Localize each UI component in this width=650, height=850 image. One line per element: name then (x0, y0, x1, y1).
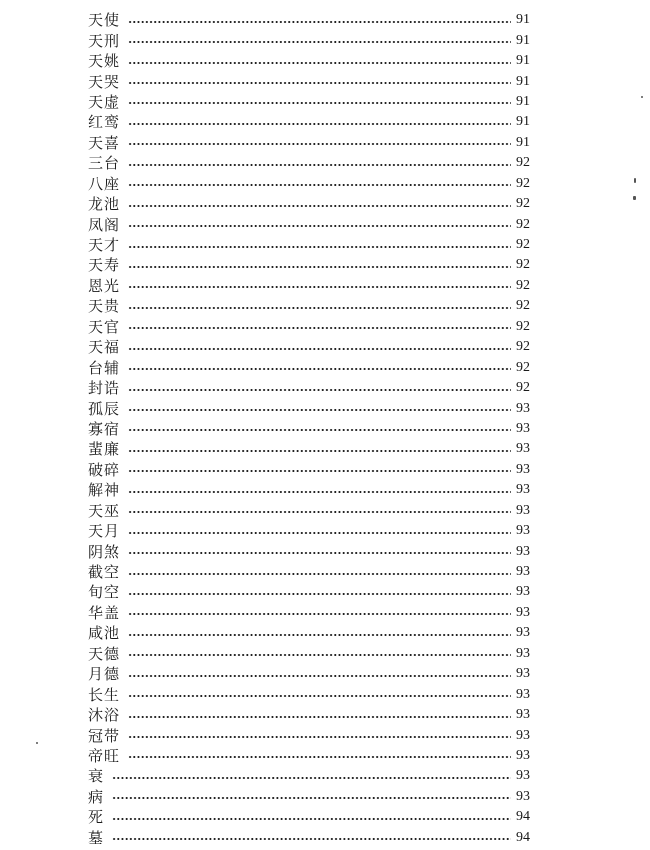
toc-entry (88, 623, 530, 643)
toc-entry (88, 460, 530, 480)
dot-leader (128, 654, 511, 656)
dot-leader (128, 613, 511, 615)
toc-entry-page-number: 94 (516, 829, 530, 845)
toc-entry (88, 705, 530, 725)
dot-leader (128, 348, 511, 350)
toc-entry-page-number: 92 (516, 257, 530, 273)
toc-entry (88, 194, 530, 214)
dot-leader (128, 246, 511, 248)
dot-leader (128, 102, 511, 104)
toc-entry-label: 旬空 (88, 583, 121, 602)
toc-entry-page-number: 92 (516, 175, 530, 191)
toc-entry (88, 766, 530, 786)
toc-entry-label: 冠带 (88, 726, 121, 745)
scan-speck (634, 178, 636, 183)
toc-entry-page-number: 94 (516, 809, 530, 825)
toc-entry-page-number: 93 (516, 584, 530, 600)
toc-entry-page-number: 92 (516, 216, 530, 232)
dot-leader (128, 62, 511, 64)
toc-entry-page-number: 93 (516, 523, 530, 539)
dot-leader (128, 634, 511, 636)
toc-entry-label: 天才 (88, 236, 121, 255)
dot-leader (128, 307, 511, 309)
toc-entry (88, 255, 530, 275)
toc-entry-label: 天使 (88, 11, 121, 30)
toc-entry-label: 阴煞 (88, 542, 121, 561)
dot-leader (128, 143, 511, 145)
toc-entry-label: 天虚 (88, 92, 121, 111)
dot-leader (112, 838, 511, 840)
toc-entry-label: 天福 (88, 338, 121, 357)
dot-leader (128, 491, 511, 493)
toc-entry (88, 807, 530, 827)
toc-entry (88, 317, 530, 337)
toc-entry (88, 174, 530, 194)
toc-entry (88, 787, 530, 807)
dot-leader (128, 123, 511, 125)
toc-entry-label: 解神 (88, 481, 121, 500)
toc-entry (88, 235, 530, 255)
toc-entry-page-number: 91 (516, 12, 530, 28)
toc-entry-page-number: 92 (516, 339, 530, 355)
toc-entry (88, 439, 530, 459)
toc-entry (88, 378, 530, 398)
scan-speck (633, 196, 636, 200)
toc-entry (88, 582, 530, 602)
toc-entry (88, 541, 530, 561)
toc-entry-label: 天哭 (88, 72, 121, 91)
toc-entry (88, 684, 530, 704)
toc-entry-page-number: 93 (516, 666, 530, 682)
toc-entry-page-number: 93 (516, 707, 530, 723)
toc-entry-label: 天巫 (88, 501, 121, 520)
dot-leader (128, 82, 511, 84)
toc-entry-label: 天刑 (88, 31, 121, 50)
toc-entry-label: 墓 (88, 828, 105, 847)
toc-entry-label: 衰 (88, 767, 105, 786)
toc-entry-page-number: 91 (516, 93, 530, 109)
toc-entry-page-number: 93 (516, 441, 530, 457)
dot-leader (128, 205, 511, 207)
dot-leader (128, 695, 511, 697)
toc-entry (88, 276, 530, 296)
dot-leader (128, 409, 511, 411)
toc-entry-page-number: 93 (516, 400, 530, 416)
dot-leader (128, 675, 511, 677)
toc-entry-label: 龙池 (88, 195, 121, 214)
toc-entry (88, 153, 530, 173)
toc-entry-label: 天月 (88, 522, 121, 541)
toc-entry-page-number: 93 (516, 564, 530, 580)
toc-entry-page-number: 93 (516, 502, 530, 518)
toc-entry-page-number: 92 (516, 380, 530, 396)
toc-entry (88, 746, 530, 766)
toc-entry-label: 沐浴 (88, 706, 121, 725)
toc-entry-label: 封诰 (88, 379, 121, 398)
toc-entry (88, 480, 530, 500)
toc-entry-page-number: 93 (516, 420, 530, 436)
toc-entry (88, 112, 530, 132)
toc-entry (88, 398, 530, 418)
toc-entry-label: 凤阁 (88, 215, 121, 234)
toc-entry-page-number: 92 (516, 155, 530, 171)
toc-entry-label: 长生 (88, 685, 121, 704)
toc-entry-page-number: 92 (516, 318, 530, 334)
toc-entry-page-number: 91 (516, 53, 530, 69)
toc-entry-label: 孤辰 (88, 399, 121, 418)
toc-entry (88, 30, 530, 50)
toc-entry-label: 病 (88, 787, 105, 806)
dot-leader (128, 756, 511, 758)
toc-entry (88, 337, 530, 357)
dot-leader (128, 552, 511, 554)
dot-leader (128, 429, 511, 431)
dot-leader (128, 450, 511, 452)
toc-entry-label: 天寿 (88, 256, 121, 275)
dot-leader (128, 368, 511, 370)
toc-entry-page-number: 91 (516, 134, 530, 150)
dot-leader (128, 511, 511, 513)
toc-entry (88, 562, 530, 582)
dot-leader (128, 41, 511, 43)
toc-entry (88, 725, 530, 745)
toc-entry-label: 红鸾 (88, 113, 121, 132)
toc-entry-page-number: 93 (516, 645, 530, 661)
toc-entry (88, 828, 530, 848)
toc-entry-page-number: 93 (516, 543, 530, 559)
toc-entry (88, 71, 530, 91)
toc-entry-label: 天喜 (88, 133, 121, 152)
toc-entry-page-number: 93 (516, 686, 530, 702)
toc-entry (88, 644, 530, 664)
toc-entry-page-number: 91 (516, 32, 530, 48)
toc-entry-label: 死 (88, 808, 105, 827)
toc-entry-label: 帝旺 (88, 746, 121, 765)
toc-entry-page-number: 92 (516, 298, 530, 314)
toc-entry-page-number: 93 (516, 788, 530, 804)
toc-entry-label: 月德 (88, 665, 121, 684)
toc-entry-label: 天官 (88, 317, 121, 336)
toc-entry (88, 92, 530, 112)
toc-entry-page-number: 93 (516, 461, 530, 477)
toc-entry-page-number: 92 (516, 359, 530, 375)
dot-leader (128, 286, 511, 288)
toc-entry-label: 三台 (88, 154, 121, 173)
toc-entry-page-number: 93 (516, 768, 530, 784)
toc-entry (88, 10, 530, 30)
toc-entry-page-number: 91 (516, 114, 530, 130)
dot-leader (128, 327, 511, 329)
toc-entry-page-number: 92 (516, 277, 530, 293)
toc-entry-label: 天贵 (88, 297, 121, 316)
toc-entry-label: 华盖 (88, 603, 121, 622)
dot-leader (128, 736, 511, 738)
dot-leader (112, 797, 511, 799)
dot-leader (128, 470, 511, 472)
toc-entry-label: 破碎 (88, 460, 121, 479)
dot-leader (128, 184, 511, 186)
toc-entry-page-number: 93 (516, 604, 530, 620)
table-of-contents (88, 10, 530, 848)
toc-entry-page-number: 93 (516, 482, 530, 498)
toc-entry-label: 恩光 (88, 276, 121, 295)
dot-leader (112, 818, 511, 820)
toc-entry-label: 八座 (88, 174, 121, 193)
toc-entry-label: 咸池 (88, 624, 121, 643)
toc-entry (88, 357, 530, 377)
toc-entry-page-number: 93 (516, 625, 530, 641)
toc-entry-page-number: 91 (516, 73, 530, 89)
toc-entry (88, 214, 530, 234)
toc-entry (88, 296, 530, 316)
scan-speck (36, 742, 38, 744)
dot-leader (128, 225, 511, 227)
toc-entry-label: 截空 (88, 563, 121, 582)
dot-leader (128, 164, 511, 166)
toc-entry (88, 664, 530, 684)
toc-entry (88, 603, 530, 623)
dot-leader (128, 573, 511, 575)
toc-entry-label: 台辅 (88, 358, 121, 377)
dot-leader (128, 389, 511, 391)
dot-leader (128, 716, 511, 718)
toc-entry-label: 蜚廉 (88, 440, 121, 459)
toc-entry-page-number: 92 (516, 196, 530, 212)
toc-entry (88, 419, 530, 439)
toc-entry-label: 寡宿 (88, 419, 121, 438)
dot-leader (112, 777, 511, 779)
toc-entry (88, 521, 530, 541)
dot-leader (128, 532, 511, 534)
toc-entry-page-number: 93 (516, 727, 530, 743)
dot-leader (128, 593, 511, 595)
toc-entry (88, 51, 530, 71)
toc-entry-label: 天德 (88, 644, 121, 663)
dot-leader (128, 21, 511, 23)
scan-speck (641, 96, 643, 98)
toc-entry-page-number: 92 (516, 237, 530, 253)
dot-leader (128, 266, 511, 268)
toc-entry (88, 133, 530, 153)
toc-entry-label: 天姚 (88, 52, 121, 71)
toc-entry-page-number: 93 (516, 747, 530, 763)
toc-entry (88, 501, 530, 521)
